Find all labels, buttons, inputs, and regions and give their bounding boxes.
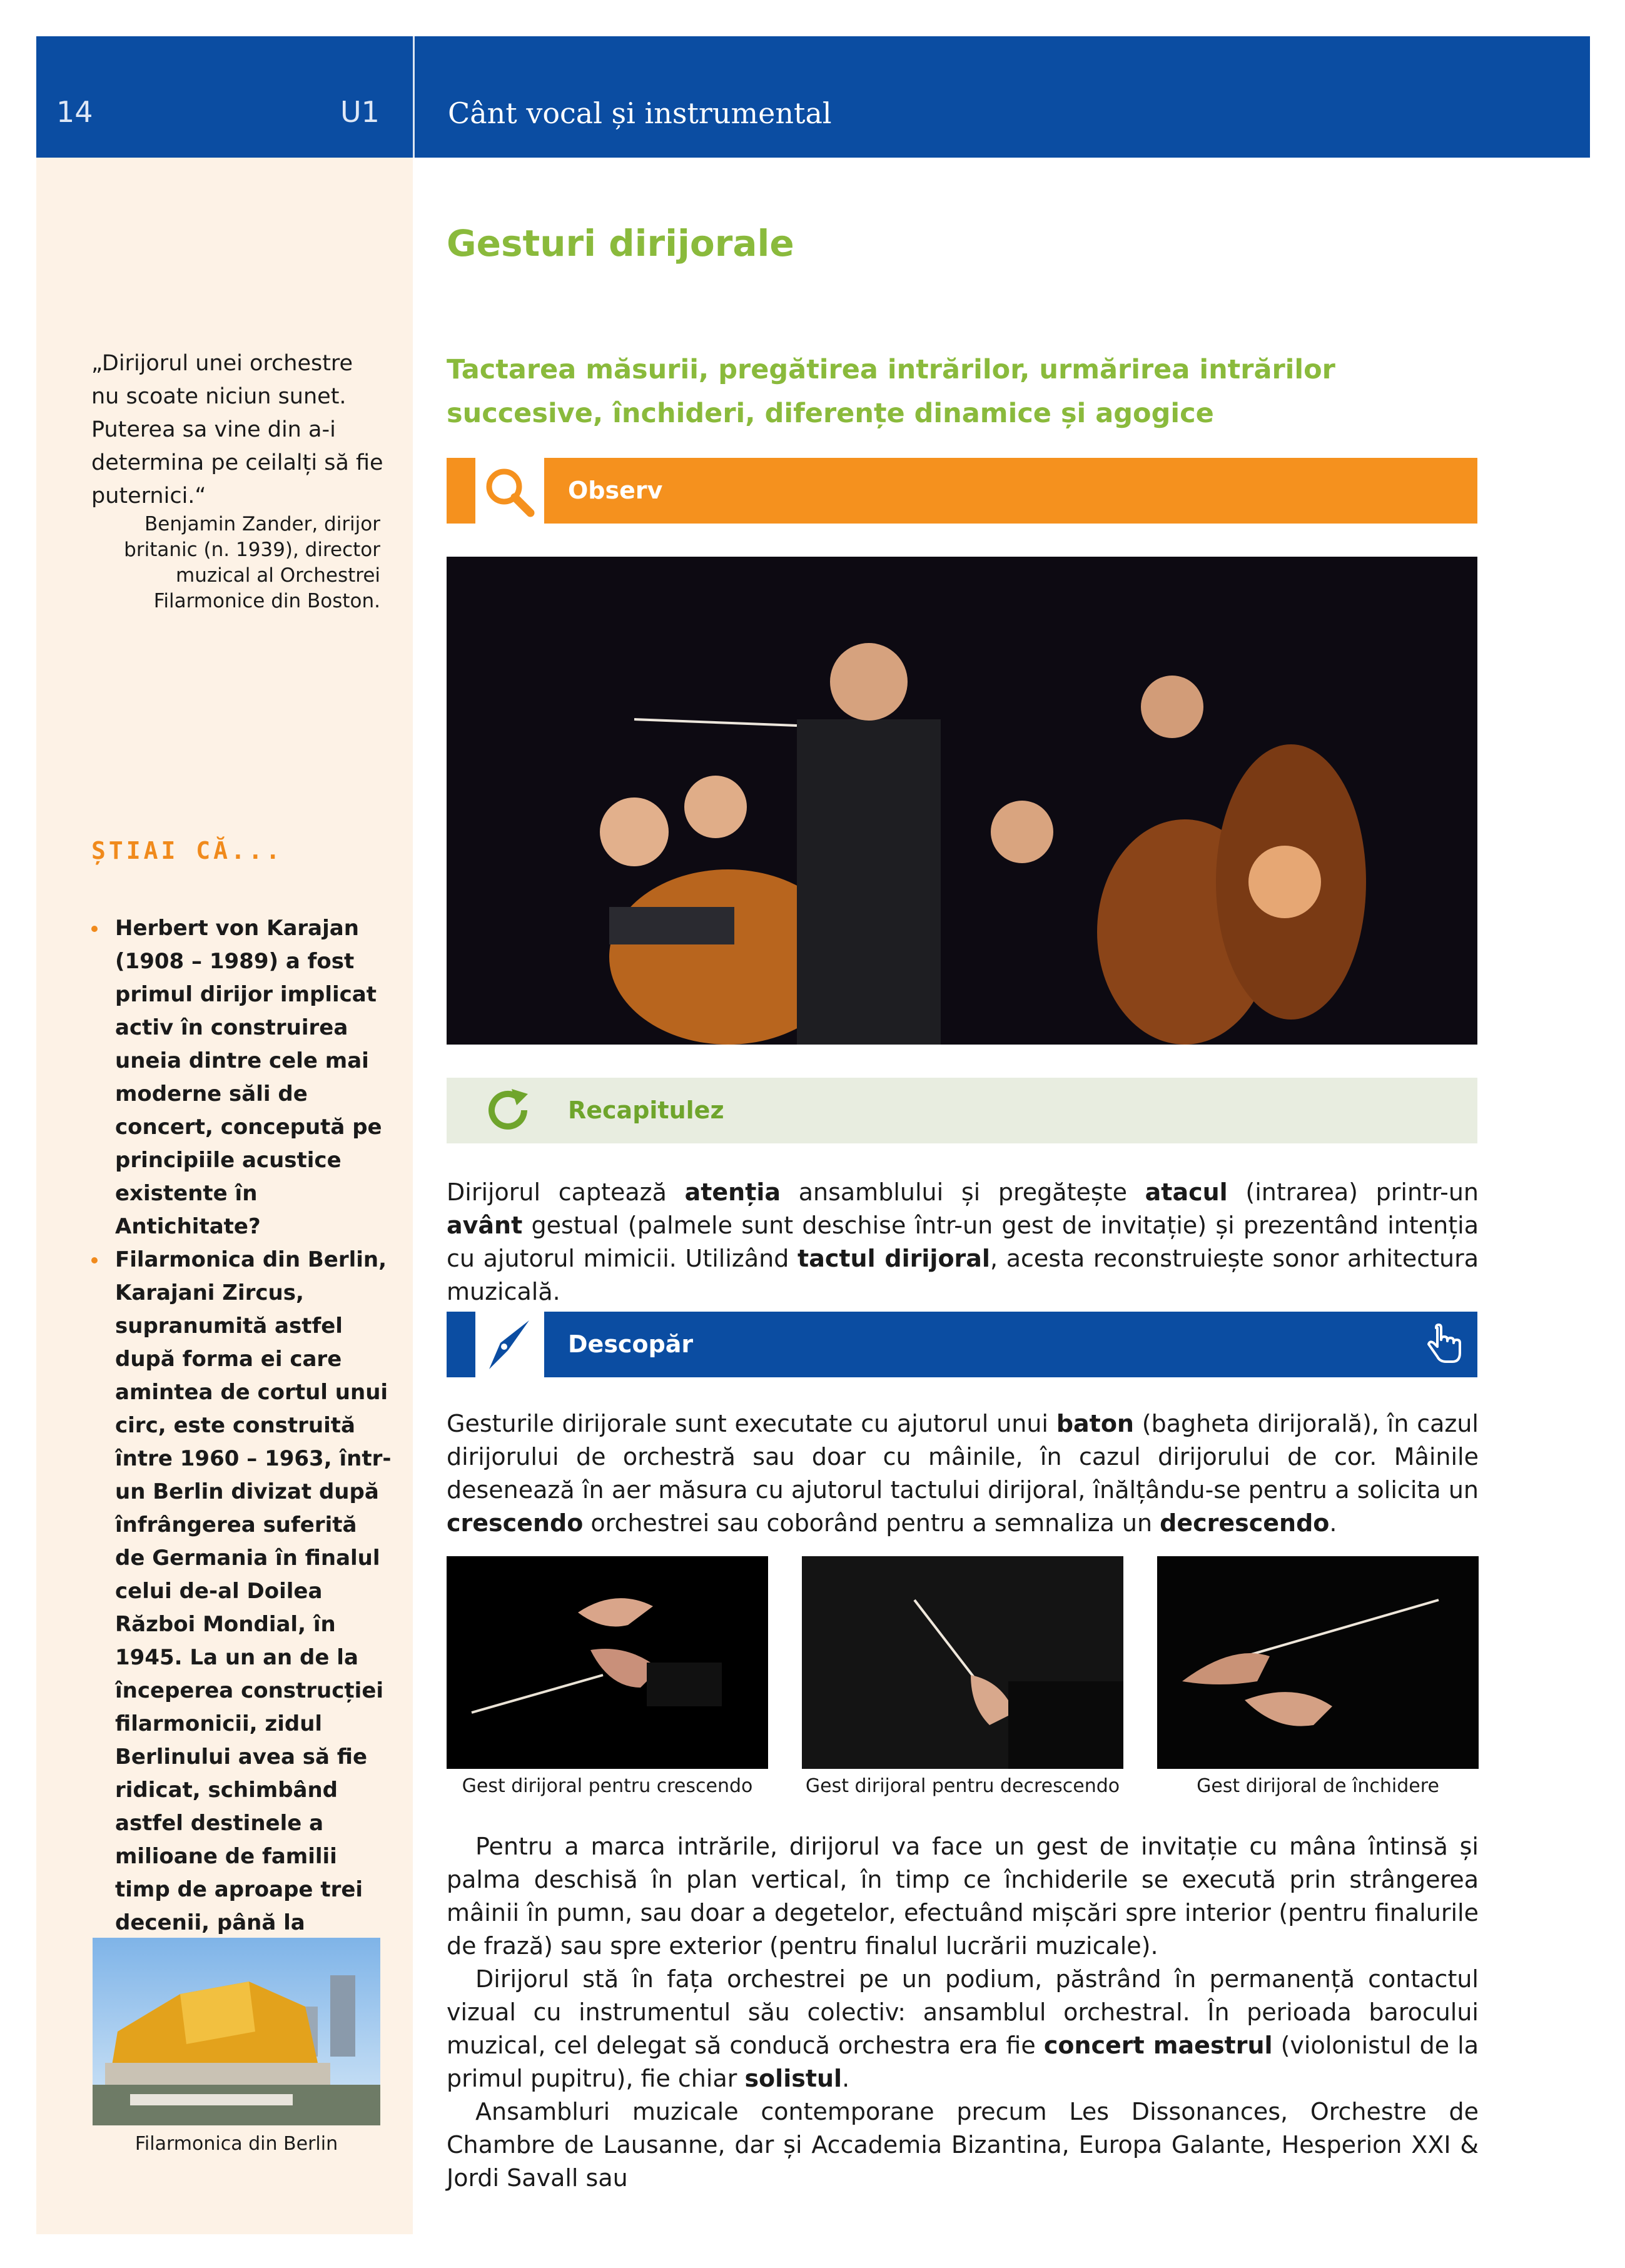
section-title: Gesturi dirijorale [447, 222, 794, 265]
header-divider [413, 36, 415, 158]
list-item: Herbert von Karajan (1908 – 1989) a fost primul dirijor implicat activ în construirea uneia dintre cele mai moderne săli de concert, concepută pe principiile acustice existente în Antichitate? [91, 912, 392, 1243]
quote-author: Benjamin Zander, dirijor britanic (n. 1939), director muzical al Orchestrei Filarmonice din Boston. [124, 513, 380, 612]
decrescendo-gesture-photo [802, 1556, 1123, 1769]
gesture-caption: Gest dirijoral pentru decrescendo [805, 1775, 1120, 1797]
image-caption: Filarmonica din Berlin [134, 2133, 338, 2155]
gesture-caption: Gest dirijoral de închidere [1197, 1775, 1439, 1797]
discover-label: Descopăr [568, 1330, 694, 1358]
pointer-hand-icon[interactable] [1422, 1323, 1466, 1367]
body-paragraph: Dirijorul stă în fața orchestrei pe un podium, păstrând în permanență contactul vizual cu instrumentul său colectiv: ansamblul orchestral. În perioada barocului muzical, cel delegat să conducă orchestra era fie concert maestrul (violonistul de la primul pupitru), fie chiar solistul. [447, 1965, 1479, 2092]
gesture-caption: Gest dirijoral pentru crescendo [462, 1775, 753, 1797]
recap-paragraph: Dirijorul captează atenția ansamblului și pregătește atacul (intrarea) printr-un avânt gestual (palmele sunt deschise într-un gest de invitație) și prezentând intenția cu ajutorul mimicii. Utilizând tactul dirijoral, acesta reconstruiește sonor arhitectura muzicală. [447, 1178, 1479, 1305]
did-you-know-heading: ȘTIAI CĂ... [91, 837, 283, 864]
body-paragraph: Ansambluri muzicale contemporane precum Les Dissonances, Orchestre de Chambre de Lausanne, dar și Accademia Bizantina, Europa Galante, Hesperion XXI & Jordi Savall sau [447, 2098, 1479, 2192]
bullet-icon [91, 1257, 98, 1263]
observe-label: Observ [568, 477, 663, 504]
bullet-icon [91, 926, 98, 932]
discover-paragraph: Gesturile dirijorale sunt executate cu ajutorul unui baton (bagheta dirijorală), în cazul dirijorului de orchestră sau doar cu mâinile, în cazul dirijorului de cor. Mâinile desenează în aer măsura cu ajutorul tactului dirijoral, înălțându-se pentru a solicita un crescendo orchestrei sau coborând pentru a semnaliza un decrescendo. [447, 1410, 1479, 1537]
body-paragraph: Pentru a marca intrările, dirijorul va face un gest de invitație cu mâna întinsă și palma deschisă în plan vertical, în timp ce închiderile se execută prin strângerea mâinii în pumn, sau doar a degetelor, efectuând mișcări spre interior (pentru finalurile de frază) sau spre exterior (pentru finalul lucrării muzicale). [447, 1833, 1479, 1960]
discover-banner [447, 1312, 1477, 1377]
section-subtitle: Tactarea măsurii, pregătirea intrărilor, urmărirea intrărilor succesive, închideri, diferențe dinamice și agogice [447, 354, 1335, 429]
chapter-title: Cânt vocal și instrumental [448, 96, 832, 130]
magnifier-icon [475, 458, 544, 524]
refresh-icon [475, 1078, 544, 1143]
compass-icon [475, 1312, 544, 1377]
did-you-know-list [91, 912, 392, 2006]
sidebar-quote: „Dirijorul unei orchestre nu scoate niciun sunet. Puterea sa vine din a-i determina pe ceilalți să fie puternici.“ [91, 351, 383, 509]
berlin-philharmonic-photo [93, 1938, 380, 2125]
page-number: 14 [56, 95, 93, 129]
recap-banner [447, 1078, 1477, 1143]
crescendo-gesture-photo [447, 1556, 768, 1769]
list-item: Filarmonica din Berlin, Karajani Zircus, supranumită astfel după forma ei care amintea de cortul unui circ, este construită între 1960 – 1963, într-un Berlin divizat după înfrângerea suferită de Germania în finalul celui de-al Doilea Război Mondial, în 1945. La un an de la începerea construcției filarmonicii, zidul Berlinului avea să fie ridicat, schimbând astfel destinele a milioane de familii timp de aproape trei decenii, până la [91, 1243, 392, 2006]
unit-label: U1 [340, 95, 380, 129]
closing-gesture-photo [1157, 1556, 1479, 1769]
recap-label: Recapitulez [568, 1096, 724, 1124]
observe-banner [447, 458, 1477, 524]
orchestra-photo [447, 557, 1477, 1045]
